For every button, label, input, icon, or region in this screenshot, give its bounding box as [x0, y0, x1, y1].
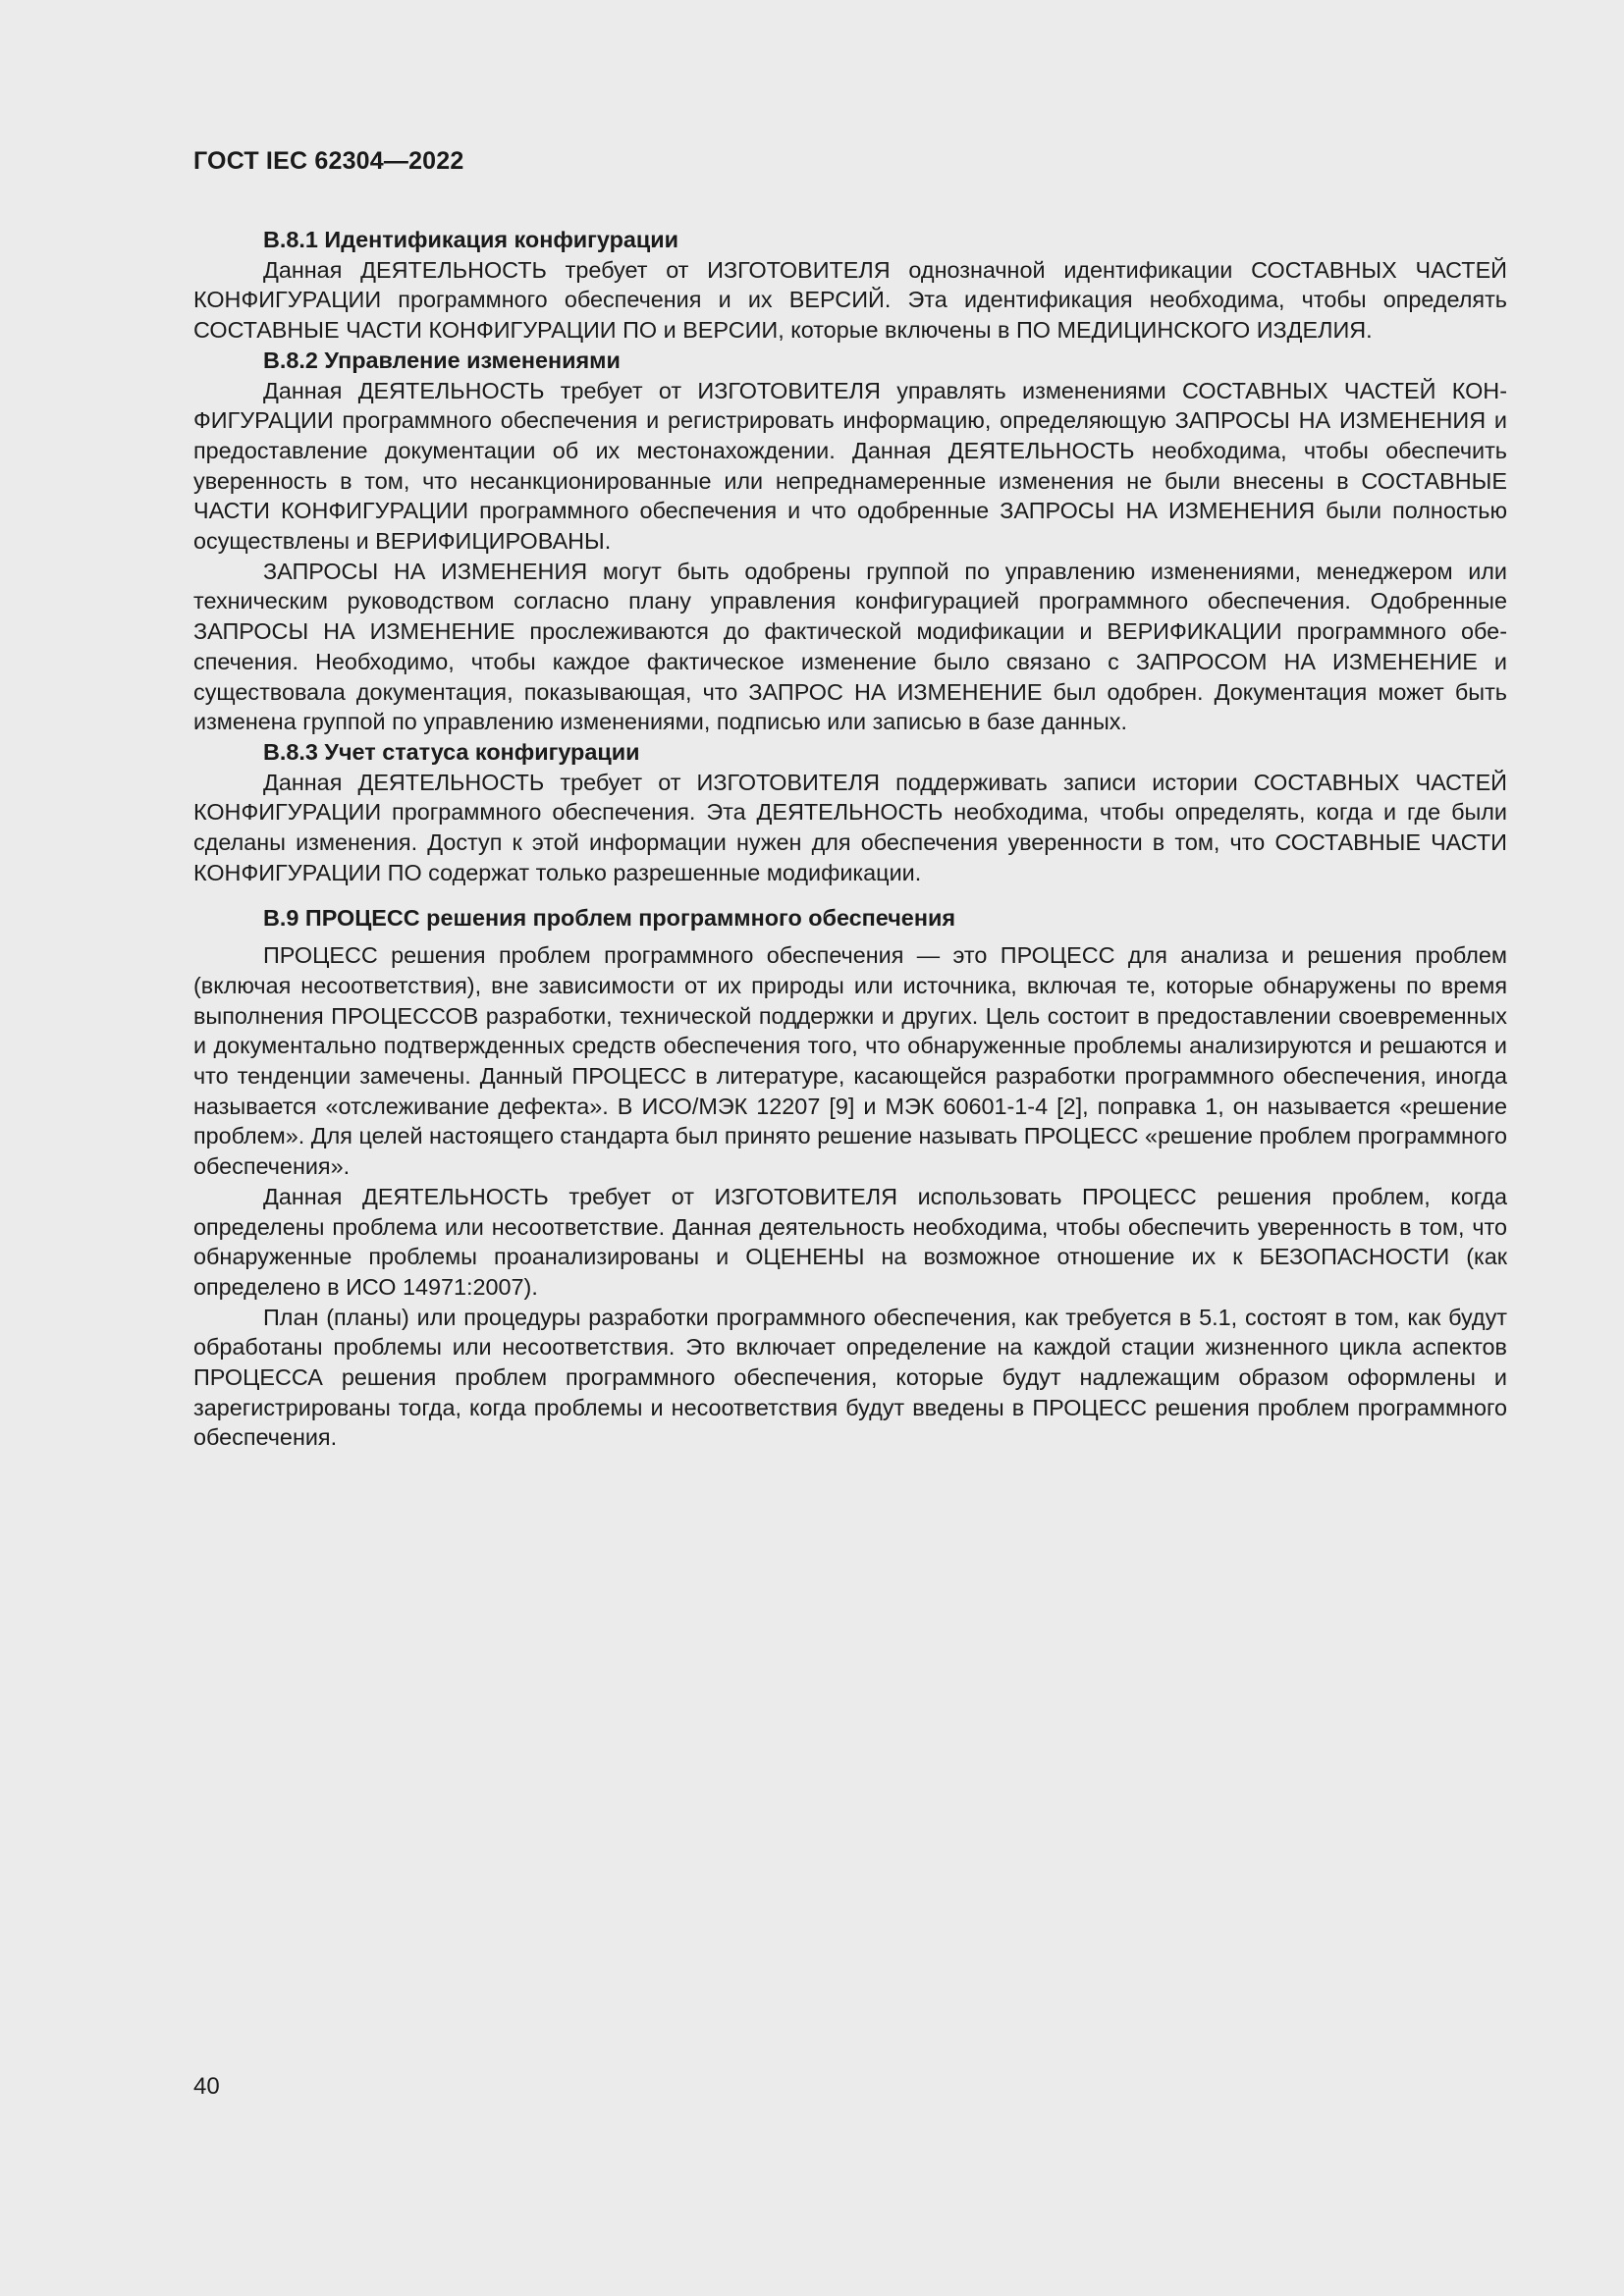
- page-number: 40: [193, 2073, 220, 2100]
- section-heading-b81: B.8.1 Идентификация конфигурации: [263, 227, 679, 252]
- paragraph: Данная ДЕЯТЕЛЬНОСТЬ требует от ИЗГОТОВИТЕЛЯ использовать ПРОЦЕСС решения проблем, когда определены проблема или несоответствие. Данная деятельность необходима, чтобы обеспечить уверенность в том, что обнаруженные проблемы проанализированы и ОЦЕНЕНЫ на возможное отношение их к БЕЗОПАСНОСТИ (как определено в ИСО 14971:2007).: [193, 1183, 1507, 1300]
- section-heading-b9: B.9 ПРОЦЕСС решения проблем программного обеспечения: [263, 905, 955, 932]
- document-header: ГОСТ IEC 62304—2022: [193, 147, 464, 175]
- section-heading-b82: B.8.2 Управление изменениями: [263, 347, 621, 373]
- paragraph: ПРОЦЕСС решения проблем программного обеспечения — это ПРОЦЕСС для анализа и решения проблем (включая несоответствия), вне зависимости от их природы или источника, включая те, которые обнаружены по время выполнения ПРОЦЕССОВ разработки, технической поддержки и других. Цель состоит в предоставлении своевременных и документально подтвержденных средств обеспечения того, что обнаруженные проблемы анализируются и решаются и что тенденции замечены. Данный ПРОЦЕСС в литературе, касающейся разработки программного обеспечения, иногда называется «отслеживание дефекта». В ИСО/МЭК 12207 [9] и МЭК 60601-1-4 [2], поправка 1, он называется «решение проблем». Для целей настоящего стандарта был принято решение называть ПРОЦЕСС «решение проблем программного обеспечения».: [193, 942, 1507, 1180]
- paragraph: ЗАПРОСЫ НА ИЗМЕНЕНИЯ могут быть одобрены группой по управлению изменениями, менеджером или техническим руководством согласно плану управления конфигурацией программного обеспечения. Одобренные ЗАПРОСЫ НА ИЗМЕНЕНИЕ прослеживаются до фактической модификации и ВЕРИФИКАЦИИ программного обеспечения. Необходимо, чтобы каждое фактическое изменение было связано с ЗАПРОСОМ НА ИЗМЕНЕНИЕ и существовала документация, показывающая, что ЗАПРОС НА ИЗМЕНЕНИЕ был одобрен. Документация может быть изменена группой по управлению изменениями, подписью или записью в базе данных.: [193, 558, 1507, 735]
- paragraph: Данная ДЕЯТЕЛЬНОСТЬ требует от ИЗГОТОВИТЕЛЯ управлять изменениями СОСТАВНЫХ ЧАСТЕЙ КОНФИГУРАЦИИ программного обеспечения и регистрировать информацию, определяющую ЗАПРОСЫ НА ИЗМЕНЕНИЯ и предоставление документации об их местонахождении. Данная ДЕЯТЕЛЬНОСТЬ необходима, чтобы обеспечить уверенность в том, что несанкционированные или непреднамеренные изменения не были внесены в СОСТАВНЫЕ ЧАСТИ КОНФИГУРАЦИИ программного обеспечения и что одобренные ЗАПРОСЫ НА ИЗМЕНЕНИЯ были полностью осуществлены и ВЕРИФИЦИРОВАНЫ.: [193, 377, 1507, 555]
- section-heading-b83: B.8.3 Учет статуса конфигурации: [263, 738, 640, 765]
- paragraph: План (планы) или процедуры разработки программного обеспечения, как требуется в 5.1, состоят в том, как будут обработаны проблемы или несоответствия. Это включает определение на каждой стации жизненного цикла аспектов ПРОЦЕССА решения проблем программного обеспечения, которые будут надлежащим образом оформлены и зарегистрированы тогда, когда проблемы и несоответствия будут введены в ПРОЦЕСС решения проблем программного обеспечения.: [193, 1304, 1507, 1451]
- paragraph: Данная ДЕЯТЕЛЬНОСТЬ требует от ИЗГОТОВИТЕЛЯ однозначной идентификации СОСТАВНЫХ ЧАСТЕЙ КОНФИГУРАЦИИ программного обеспечения и их ВЕРСИЙ. Эта идентификация необходима, чтобы определять СОСТАВНЫЕ ЧАСТИ КОНФИГУРАЦИИ ПО и ВЕРСИИ, которые включены в ПО МЕДИЦИНСКОГО ИЗДЕЛИЯ.: [193, 256, 1507, 344]
- paragraph: Данная ДЕЯТЕЛЬНОСТЬ требует от ИЗГОТОВИТЕЛЯ поддерживать записи истории СОСТАВНЫХ ЧАСТЕЙ КОНФИГУРАЦИИ программного обеспечения. Эта ДЕЯТЕЛЬНОСТЬ необходима, чтобы определять, когда и где были сделаны изменения. Доступ к этой информации нужен для обеспечения уверенности в том, что СОСТАВНЫЕ ЧАСТИ КОНФИГУРАЦИИ ПО содержат только разрешенные модификации.: [193, 769, 1507, 885]
- document-body: [193, 225, 1507, 1453]
